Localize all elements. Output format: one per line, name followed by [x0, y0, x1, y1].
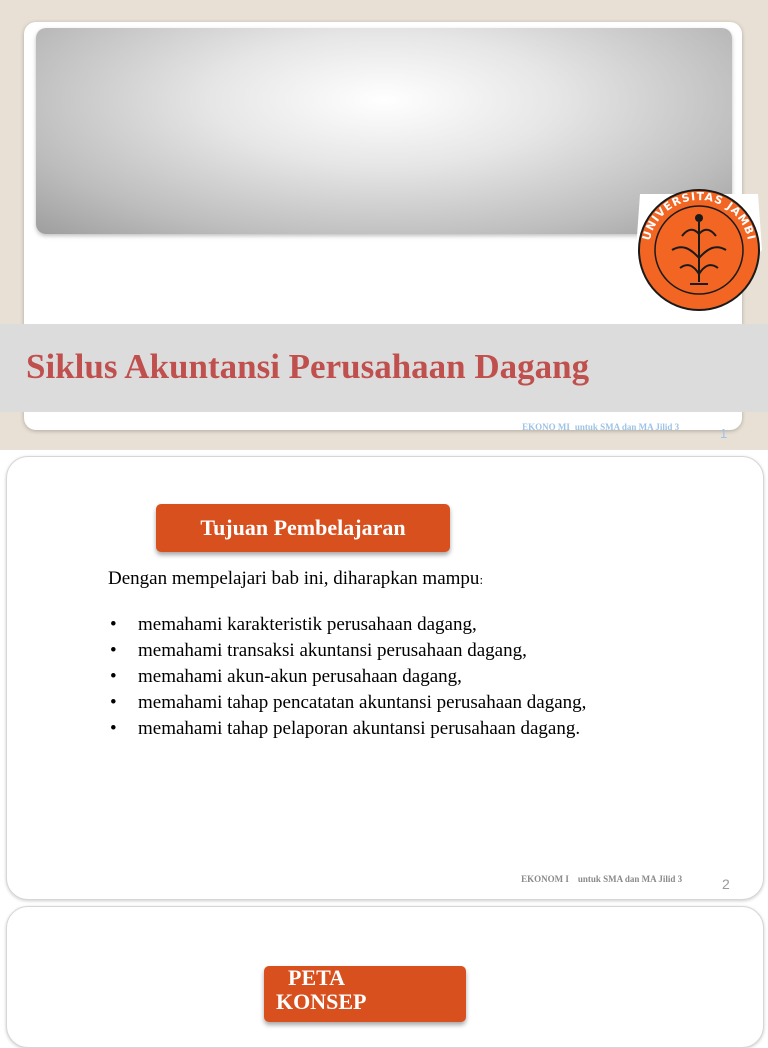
list-item: • memahami tahap pencatatan akuntansi perusahaan dagang, — [108, 690, 628, 716]
objectives-list — [108, 612, 628, 742]
section-header-peta-konsep — [264, 966, 466, 1022]
header-line-2: KONSEP — [276, 989, 367, 1014]
footer-book: untuk SMA dan MA Jilid 3 — [574, 422, 680, 432]
header-line-1: PETA — [288, 966, 346, 990]
list-item: • memahami transaksi akuntansi perusahaan dagang, — [108, 638, 628, 664]
footer-book: untuk SMA dan MA Jilid 3 — [577, 874, 683, 884]
university-logo — [632, 188, 766, 312]
list-item: • memahami akun-akun perusahaan dagang, — [108, 664, 628, 690]
header-gradient-band — [36, 28, 732, 234]
footer-subject: EKONOM I — [521, 874, 569, 884]
section-header-tujuan: Tujuan Pembelajaran — [156, 504, 450, 552]
logo-text: UNIVERSITAS JAMBI — [639, 189, 758, 242]
intro-sentence: Dengan mempelajari bab ini, diharapkan mampu — [108, 568, 480, 589]
list-item: • memahami tahap pelaporan akuntansi perusahaan dagang. — [108, 716, 628, 742]
intro-text — [108, 568, 483, 590]
intro-colon: : — [479, 572, 484, 587]
page-number: 2 — [722, 876, 730, 892]
slide-1[interactable] — [0, 0, 768, 450]
list-item: • memahami karakteristik perusahaan dagang, — [108, 612, 628, 638]
footer-subject: EKONO MI — [522, 422, 570, 432]
slide-title: Siklus Akuntansi Perusahaan Dagang — [26, 347, 590, 386]
page-number: 1 — [720, 426, 728, 441]
